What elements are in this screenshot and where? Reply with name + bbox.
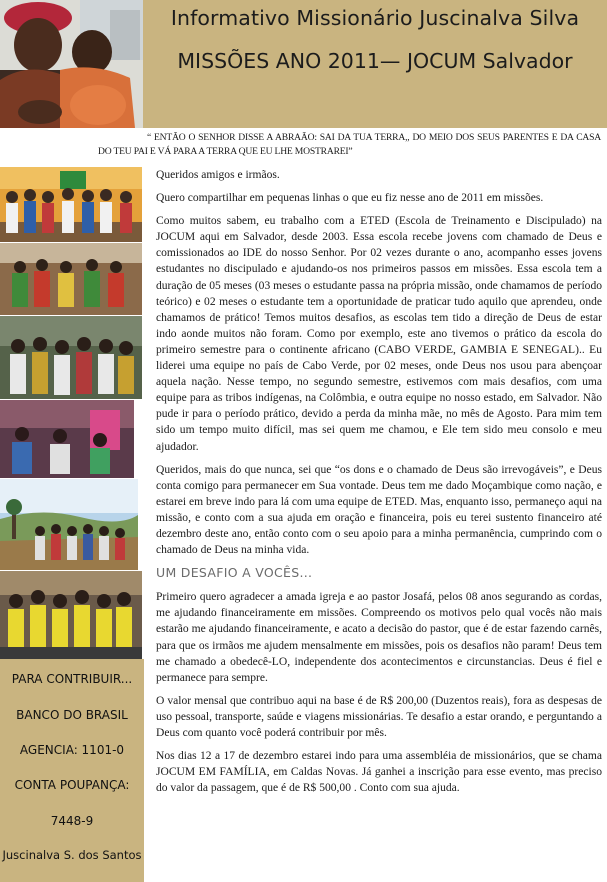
newsletter-subtitle: MISSÕES ANO 2011— JOCUM Salvador xyxy=(177,49,573,73)
letter-paragraph: Queridos, mais do que nunca, sei que “os dons e o chamado de Deus são irrevogáveis”, e Deus conta comigo para permanecer em Sua vontade. Deus tem me dado Moçambique como nação, e estarei em breve indo para lá com uma equipe de ETED. Mas, enquanto isso, permaneço aqui na missão, e conto com a sua ajuda em oração e financeira, pois eu terei sustento financeiro até dezembro deste ano, então conto com o seu apoio para a minha permanência, cumprindo com o chamado de Deus na minha vida. xyxy=(156,463,602,557)
letter-paragraph: Como muitos sabem, eu trabalho com a ETED (Escola de Treinamento e Discipulado) na JOCUM aqui em Salvador, desde 2003. Essa escola recebe jovens com chamado de Deus e comissionados ao IDE do nosso Senhor. Por 02 vezes durante o ano, acompanho esses jovens estudantes no discipulado e ajudando-os nos primeiros passos em missões. Essa escola tem a duração de 05 meses (03 meses o estudante passa na própria missão, onde chamamos de período teórico) e 02 meses o estudante tem a oportunidade de praticar tudo aquilo que aprendeu, onde chamamos de prático! Temos muitos desafios, as escolas tem tido a direção de Deus de estar indo aonde muitos não foram. Como por exemplo, este ano tivemos o prático da escola do primeiro semestre para o continente africano (CABO VERDE, GAMBIA E SENEGAL).. Eu liderei uma equipe no país de Cabo Verde, por 02 meses, onde Deus nos usou para abençoar aquela nação. Nesse tempo, no segundo semestre, estivemos com mais desafios, com uma equipe para as tribos indígenas, na Colômbia, e outra equipe no nosso estado, em Salvador. Não pude ir para o período prático, devido a perda da minha mãe, no mês de Agosto. Para mim tem sido um tempo muito difícil, mas sei quem me chamou, e Ele tem sido meu consolo e meu ajudador. xyxy=(156,215,602,453)
section-heading: UM DESAFIO A VOCÊS... xyxy=(156,565,313,581)
letter-paragraph: O valor mensal que contribuo aqui na base é de R$ 200,00 (Duzentos reais), fora as despesas de uso pessoal, transporte, saúde e viagens missionárias. Te desafio a estar orando, e perguntando a Deus com quanto você poderá contribuir por mês. xyxy=(156,694,602,739)
letter-paragraph: Primeiro quero agradecer a amada igreja e ao pastor Josafá, pelos 08 anos segurando as cordas, me ajudando financeiramente em missões. Compreendo os motivos pelo qual vocês não mais estarão me ajudando financeiramente, e acato a decisão do pastor, que é de estar fazendo carnês, para que os irmãos me ajudem mensalmente em missões, pois os desafios não param! Deus tem me chamado a obedecê-LO, independente dos acontecimentos e circunstancias. Deus é fiel e permanece para sempre. xyxy=(156,591,602,684)
contribution-heading: PARA CONTRIBUIR... xyxy=(11,672,133,686)
header-photo-woman-with-child xyxy=(0,0,143,128)
bank-name: BANCO DO BRASIL xyxy=(16,708,128,722)
photo-group-outdoor xyxy=(0,243,142,315)
letter-greeting: Queridos amigos e irmãos. xyxy=(156,169,280,181)
bank-agency: AGENCIA: 1101-0 xyxy=(19,743,125,757)
photo-group-evening xyxy=(0,316,142,399)
letter-body xyxy=(156,167,602,803)
account-holder: Juscinalva S. dos Santos xyxy=(2,848,142,862)
letter-paragraph: Quero compartilhar em pequenas linhas o que eu fiz nesse ano de 2011 em missões. xyxy=(156,192,544,205)
bible-quote: “ ENTÃO O SENHOR DISSE A ABRAÃO: SAI DA TUA TERRA,, DO MEIO DOS SEUS PARENTES E DA CASA DO TEU PAI E VÁ PARA A TERRA QUE EU LHE MOSTRAREI” xyxy=(98,132,601,157)
account-type: CONTA POUPANÇA: xyxy=(14,778,130,792)
photo-group-landscape xyxy=(0,479,138,570)
photo-indoor-meeting xyxy=(0,400,134,478)
header-band xyxy=(143,0,607,128)
photo-group-yellow-shirts xyxy=(0,571,142,659)
letter-paragraph: Nos dias 12 a 17 de dezembro estarei indo para uma assembléia de missionários, que se chama JOCUM EM FAMÍLIA, em Caldas Novas. Já ganhei a inscrição para esse evento, mas preciso do valor da passagem, que é de R$ 500,00 . Conto com sua ajuda. xyxy=(156,750,602,795)
contribution-box xyxy=(0,659,144,882)
photo-group-indoor xyxy=(0,167,142,242)
account-number: 7448-9 xyxy=(50,814,94,828)
newsletter-title: Informativo Missionário Juscinalva Silva xyxy=(170,6,580,30)
